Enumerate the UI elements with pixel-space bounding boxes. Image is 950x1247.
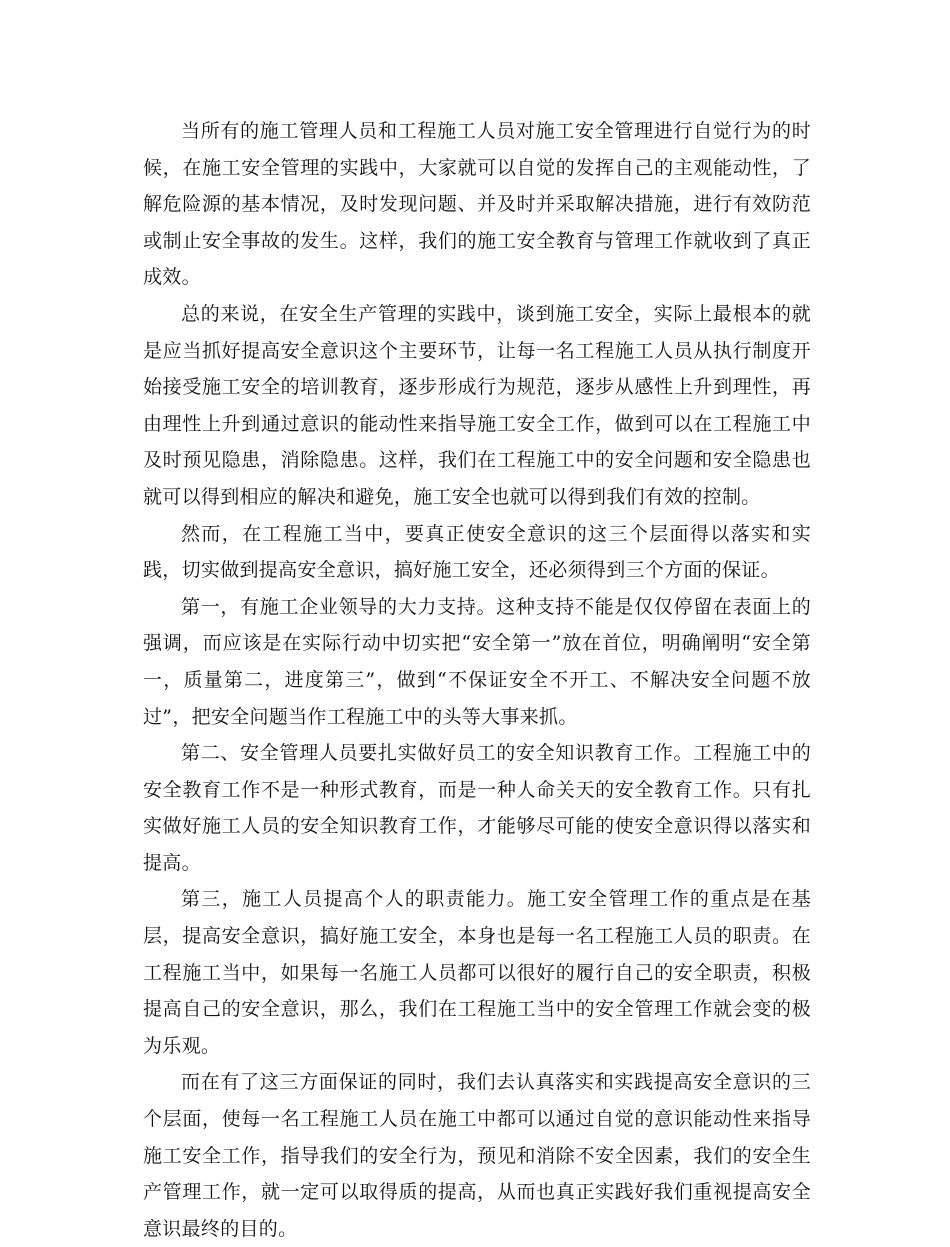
- paragraph-2: 总的来说，在安全生产管理的实践中，谈到施工安全，实际上最根本的就是应当抓好提高安全意识这个主要环节，让每一名工程施工人员从执行制度开始接受施工安全的培训教育，逐步形成行为规范，逐步从感性上升到理性，再由理性上升到通过意识的能动性来指导施工安全工作，做到可以在工程施工中及时预见隐患，消除隐患。这样，我们在工程施工中的安全问题和安全隐患也就可以得到相应的解决和避免，施工安全也就可以得到我们有效的控制。: [143, 302, 811, 508]
- paragraph-7: 而在有了这三方面保证的同时，我们去认真落实和实践提高安全意识的三个层面，使每一名工程施工人员在施工中都可以通过自觉的意识能动性来指导施工安全工作，指导我们的安全行为，预见和消除不安全因素，我们的安全生产管理工作，就一定可以取得质的提高，从而也真正实践好我们重视提高安全意识最终的目的。: [143, 1071, 811, 1240]
- paragraph-5: 第二、安全管理人员要扎实做好员工的安全知识教育工作。工程施工中的安全教育工作不是一种形式教育，而是一种人命关天的安全教育工作。只有扎实做好施工人员的安全知识教育工作，才能够尽可能的使安全意识得以落实和提高。: [143, 742, 811, 874]
- paragraph-6: 第三，施工人员提高个人的职责能力。施工安全管理工作的重点是在基层，提高安全意识，搞好施工安全，本身也是每一名工程施工人员的职责。在工程施工当中，如果每一名施工人员都可以很好的履行自己的安全职责，积极提高自己的安全意识，那么，我们在工程施工当中的安全管理工作就会变的极为乐观。: [143, 888, 811, 1057]
- paragraph-1: 当所有的施工管理人员和工程施工人员对施工安全管理进行自觉行为的时候，在施工安全管理的实践中，大家就可以自觉的发挥自己的主观能动性，了解危险源的基本情况，及时发现问题、并及时并采取解决措施，进行有效防范或制止安全事故的发生。这样，我们的施工安全教育与管理工作就收到了真正成效。: [143, 120, 811, 289]
- paragraph-3: 然而，在工程施工当中，要真正使安全意识的这三个层面得以落实和实践，切实做到提高安全意识，搞好施工安全，还必须得到三个方面的保证。: [143, 522, 811, 582]
- paragraph-4: 第一，有施工企业领导的大力支持。这种支持不能是仅仅停留在表面上的强调，而应该是在实际行动中切实把“安全第一”放在首位，明确阐明“安全第一，质量第二，进度第三”，做到“不保证安全不开工、不解决安全问题不放过”，把安全问题当作工程施工中的头等大事来抓。: [143, 595, 811, 728]
- document-body: [143, 113, 811, 1247]
